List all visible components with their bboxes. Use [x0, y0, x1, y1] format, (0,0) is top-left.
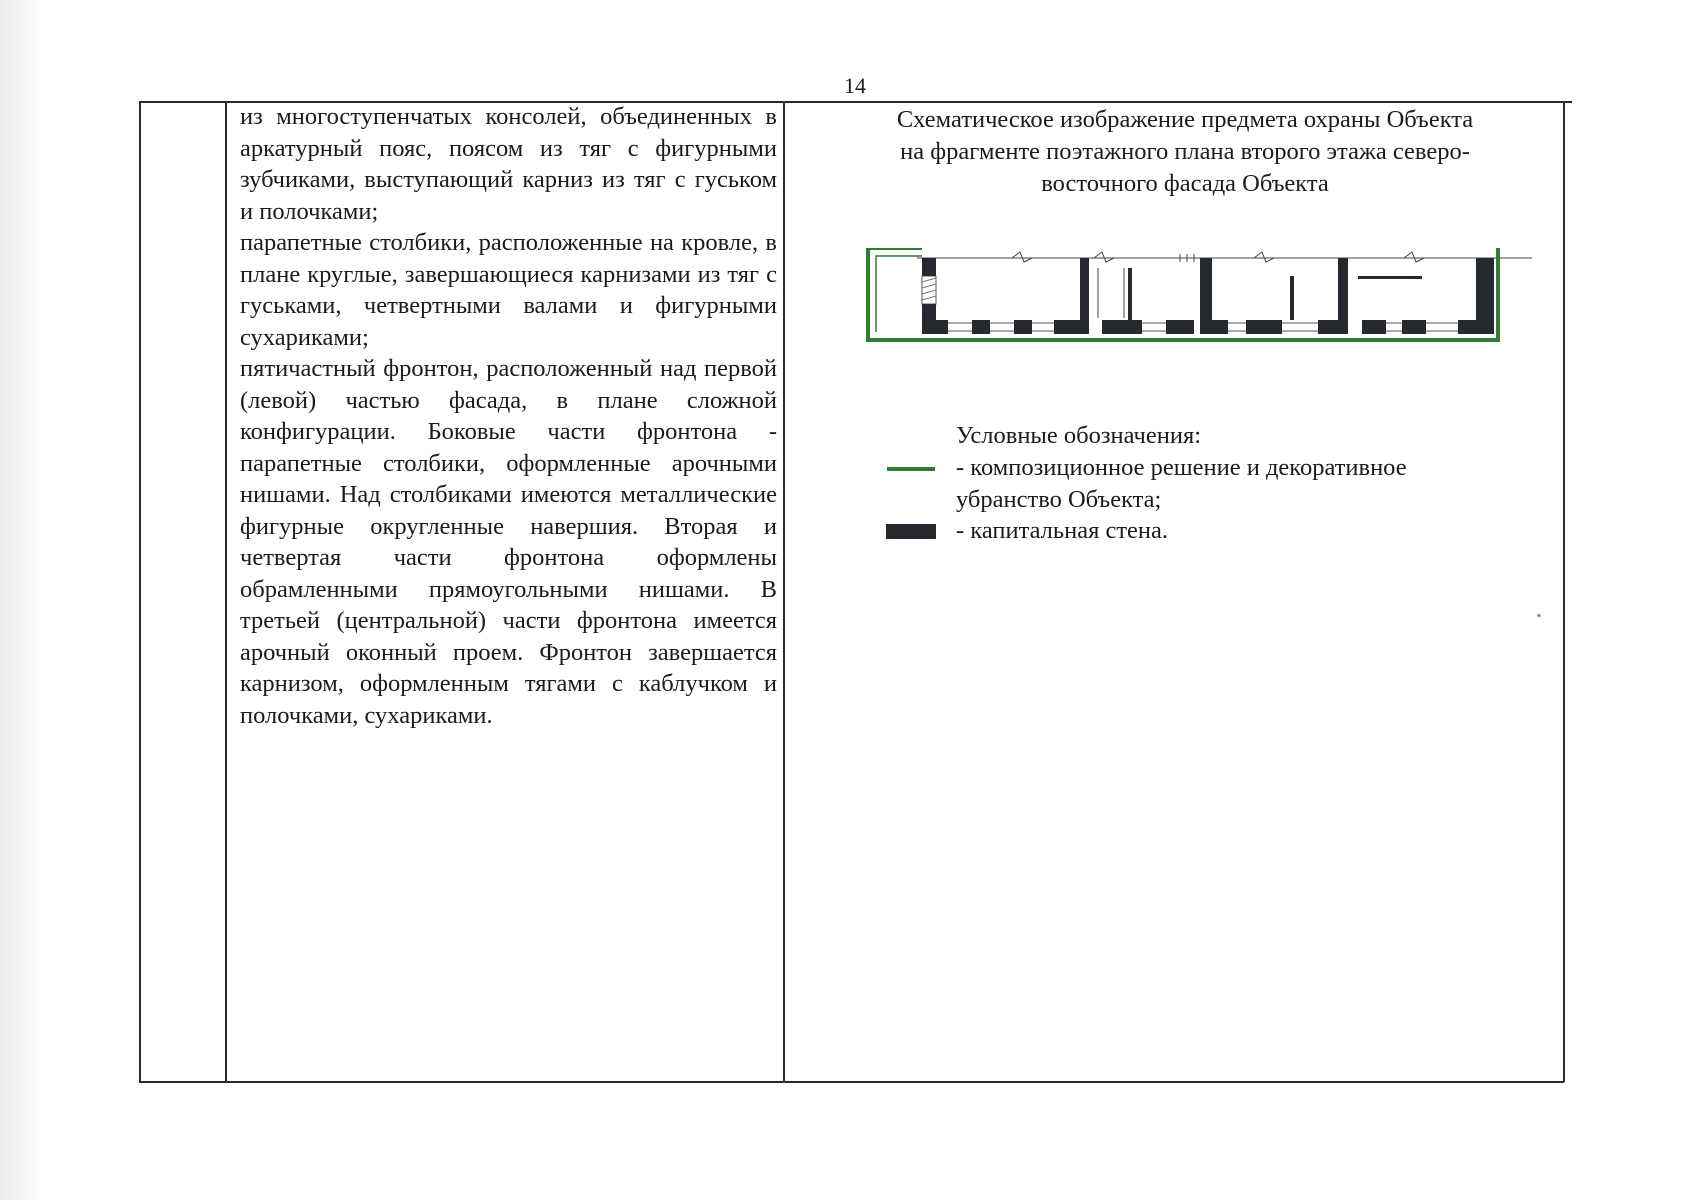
schema-title — [820, 104, 1550, 200]
scan-shadow — [0, 0, 40, 1200]
table-border-right — [1563, 101, 1565, 1082]
legend-item-text: - композиционное решение и декоративное убранство Объекта; — [956, 454, 1407, 513]
description-paragraph: пятичастный фронтон, расположенный над первой (левой) частью фасада, в плане сложной конфигурации. Боковые части фронтона - парапетные столбики, оформленные арочными нишами. Над столбиками имеются металлические фигурные округленные навершия. Вторая и четвертая части фронтона оформлены обрамленными прямоугольными нишами. В третьей (центральной) части фронтона имеется арочный оконный проем. Фронтон завершается карнизом, оформленным тягами с каблучком и полочками, сухариками. — [240, 355, 777, 729]
description-cell — [240, 101, 777, 731]
green-line-icon — [887, 467, 935, 471]
page-number: 14 — [844, 73, 866, 98]
plan-interior-lines — [917, 252, 1532, 318]
schema-title-line: Схематическое изображение предмета охраны Объекта — [896, 106, 1474, 133]
table-column-divider — [783, 101, 785, 1082]
description-paragraph: из многоступенчатых консолей, объединенных в аркатурный пояс, поясом из тяг с фигурными зубчиками, выступающий карниз из тяг с гуськом и полочками; — [240, 103, 777, 225]
description-paragraph: парапетные столбики, расположенные на кровле, в плане круглые, завершающиеся карнизами из тяг с гуськами, четвертными валами и фигурными сухариками; — [240, 229, 777, 351]
dark-wall-icon — [886, 524, 936, 539]
plan-facade-outline-inner — [876, 256, 922, 332]
legend-title: Условные обозначения: — [956, 422, 1202, 449]
schema-title-line: восточного фасада Объекта — [1041, 170, 1329, 197]
table-column-divider — [225, 101, 227, 1082]
legend-item-text: - капитальная стена. — [956, 517, 1169, 544]
schema-title-line: на фрагменте поэтажного плана второго этажа северо- — [900, 138, 1470, 165]
floor-plan-drawing — [862, 248, 1534, 348]
table-border-bottom — [139, 1081, 1564, 1083]
plan-hatched-partition — [922, 276, 936, 304]
scan-speck — [1537, 614, 1541, 617]
table-border-left — [139, 101, 141, 1082]
